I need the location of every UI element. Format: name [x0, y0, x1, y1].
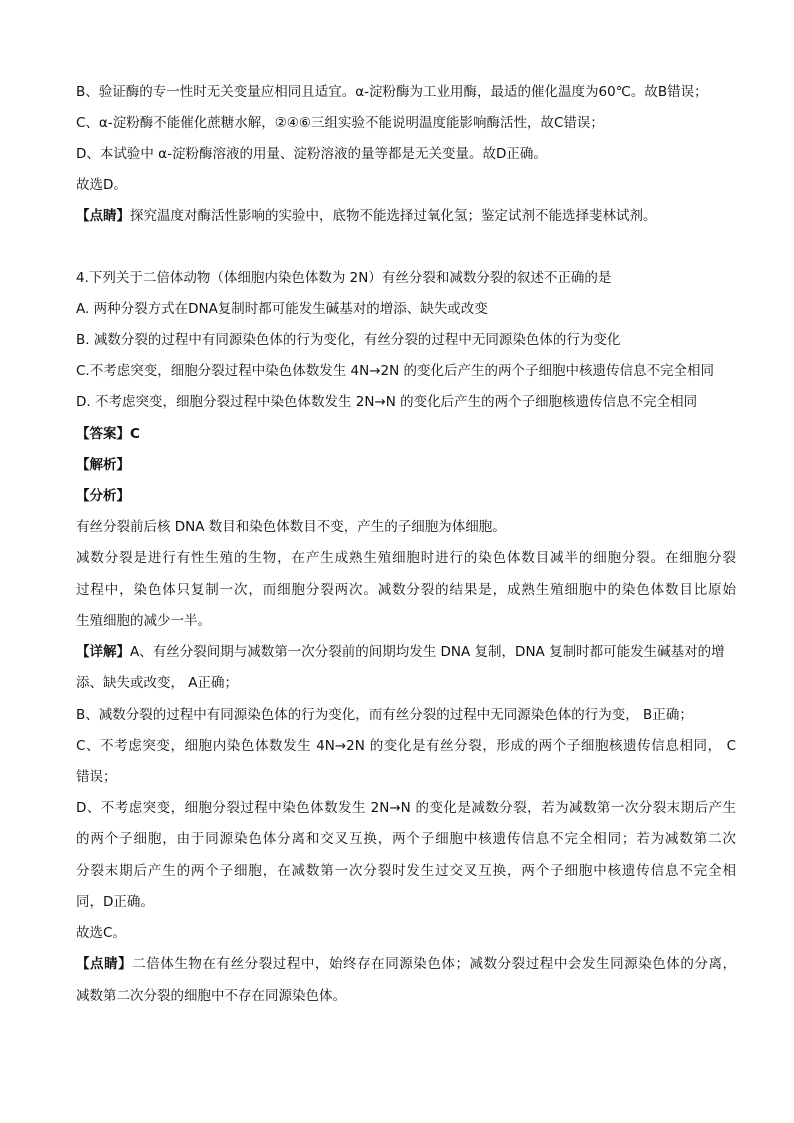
analysis-paragraph-line: 有丝分裂前后核 DNA 数目和染色体数目不变，产生的子细胞为体细胞。 [76, 519, 506, 535]
question-4-tip-line [76, 954, 736, 974]
question-4-stem: 4.下列关于二倍体动物（体细胞内染色体数为 2N）有丝分裂和减数分裂的叙述不正确的是 [76, 270, 612, 286]
analysis-heading: 【解析】 [76, 457, 130, 473]
detail-line: 添、缺失或改变， A正确； [76, 675, 239, 691]
answer-heading: 【答案】C [76, 426, 140, 442]
detail-line: B、减数分裂的过程中有同源染色体的行为变化，而有丝分裂的过程中无同源染色体的行为变， B正确； [76, 707, 693, 723]
prev-option-d-explanation: D、本试验中 α-淀粉酶溶液的用量、淀粉溶液的量等都是无关变量。故D正确。 [76, 146, 547, 162]
analysis-paragraph-line: 生殖细胞的减少一半。 [76, 613, 211, 629]
question-4-option-b: B. 减数分裂的过程中有同源染色体的行为变化，有丝分裂的过程中无同源染色体的行为变化 [76, 332, 621, 348]
prev-tip [76, 206, 736, 226]
question-4-option-c: C.不考虑突变，细胞分裂过程中染色体数发生 4N→2N 的变化后产生的两个子细胞中核遗传信息不完全相同 [76, 363, 714, 379]
question-4-tip-line: 减数第二次分裂的细胞中不存在同源染色体。 [76, 988, 346, 1004]
question-4-option-d: D. 不考虑突变，细胞分裂过程中染色体数发生 2N→N 的变化后产生的两个子细胞核遗传信息不完全相同 [76, 394, 698, 410]
detail-line: 错误； [76, 769, 117, 785]
detail-label: 【详解】 [76, 644, 130, 660]
analysis-paragraph-line: 过程中，染色体只复制一次，而细胞分裂两次。减数分裂的结果是，成熟生殖细胞中的染色体数目比原始 [76, 582, 736, 598]
detail-line: C、不考虑突变，细胞内染色体数发生 4N→2N 的变化是有丝分裂，形成的两个子细胞核遗传信息相同， C [76, 738, 736, 754]
analysis-subheading: 【分析】 [76, 488, 130, 504]
prev-tip-label: 【点睛】 [76, 208, 130, 224]
prev-choice: 故选D。 [76, 177, 127, 193]
prev-option-b-explanation: B、验证酶的专一性时无关变量应相同且适宜。α-淀粉酶为工业用酶，最适的催化温度为60℃。故B错误； [76, 84, 708, 100]
detail-first-text: A、有丝分裂间期与减数第一次分裂前的间期均发生 DNA 复制，DNA 复制时都可能发生碱基对的增 [130, 644, 725, 660]
prev-option-c-explanation: C、α-淀粉酶不能催化蔗糖水解，②④⑥三组实验不能说明温度能影响酶活性，故C错误； [76, 115, 604, 131]
detail-line: D、不考虑突变，细胞分裂过程中染色体数发生 2N→N 的变化是减数分裂，若为减数第一次分裂末期后产生 [76, 800, 736, 816]
prev-tip-text: 探究温度对酶活性影响的实验中，底物不能选择过氧化氢；鉴定试剂不能选择斐林试剂。 [130, 208, 657, 224]
question-4-tip-label: 【点睛】 [76, 956, 133, 972]
detail-line: 的两个子细胞，由于同源染色体分离和交叉互换，两个子细胞中核遗传信息不完全相同；若为减数第二次 [76, 831, 736, 847]
question-4-choice: 故选C。 [76, 925, 126, 941]
detail-first-line [76, 642, 736, 662]
question-4-option-a: A. 两种分裂方式在DNA复制时都可能发生碱基对的增添、缺失或改变 [76, 301, 488, 317]
detail-line: 同，D正确。 [76, 894, 154, 910]
detail-line: 分裂末期后产生的两个子细胞，在减数第一次分裂时发生过交叉互换，两个子细胞中核遗传信息不完全相 [76, 863, 736, 879]
analysis-paragraph-line: 减数分裂是进行有性生殖的生物，在产生成熟生殖细胞时进行的染色体数目减半的细胞分裂。在细胞分裂 [76, 550, 736, 566]
question-4-tip-text: 二倍体生物在有丝分裂过程中，始终存在同源染色体；减数分裂过程中会发生同源染色体的分离， [132, 956, 736, 972]
